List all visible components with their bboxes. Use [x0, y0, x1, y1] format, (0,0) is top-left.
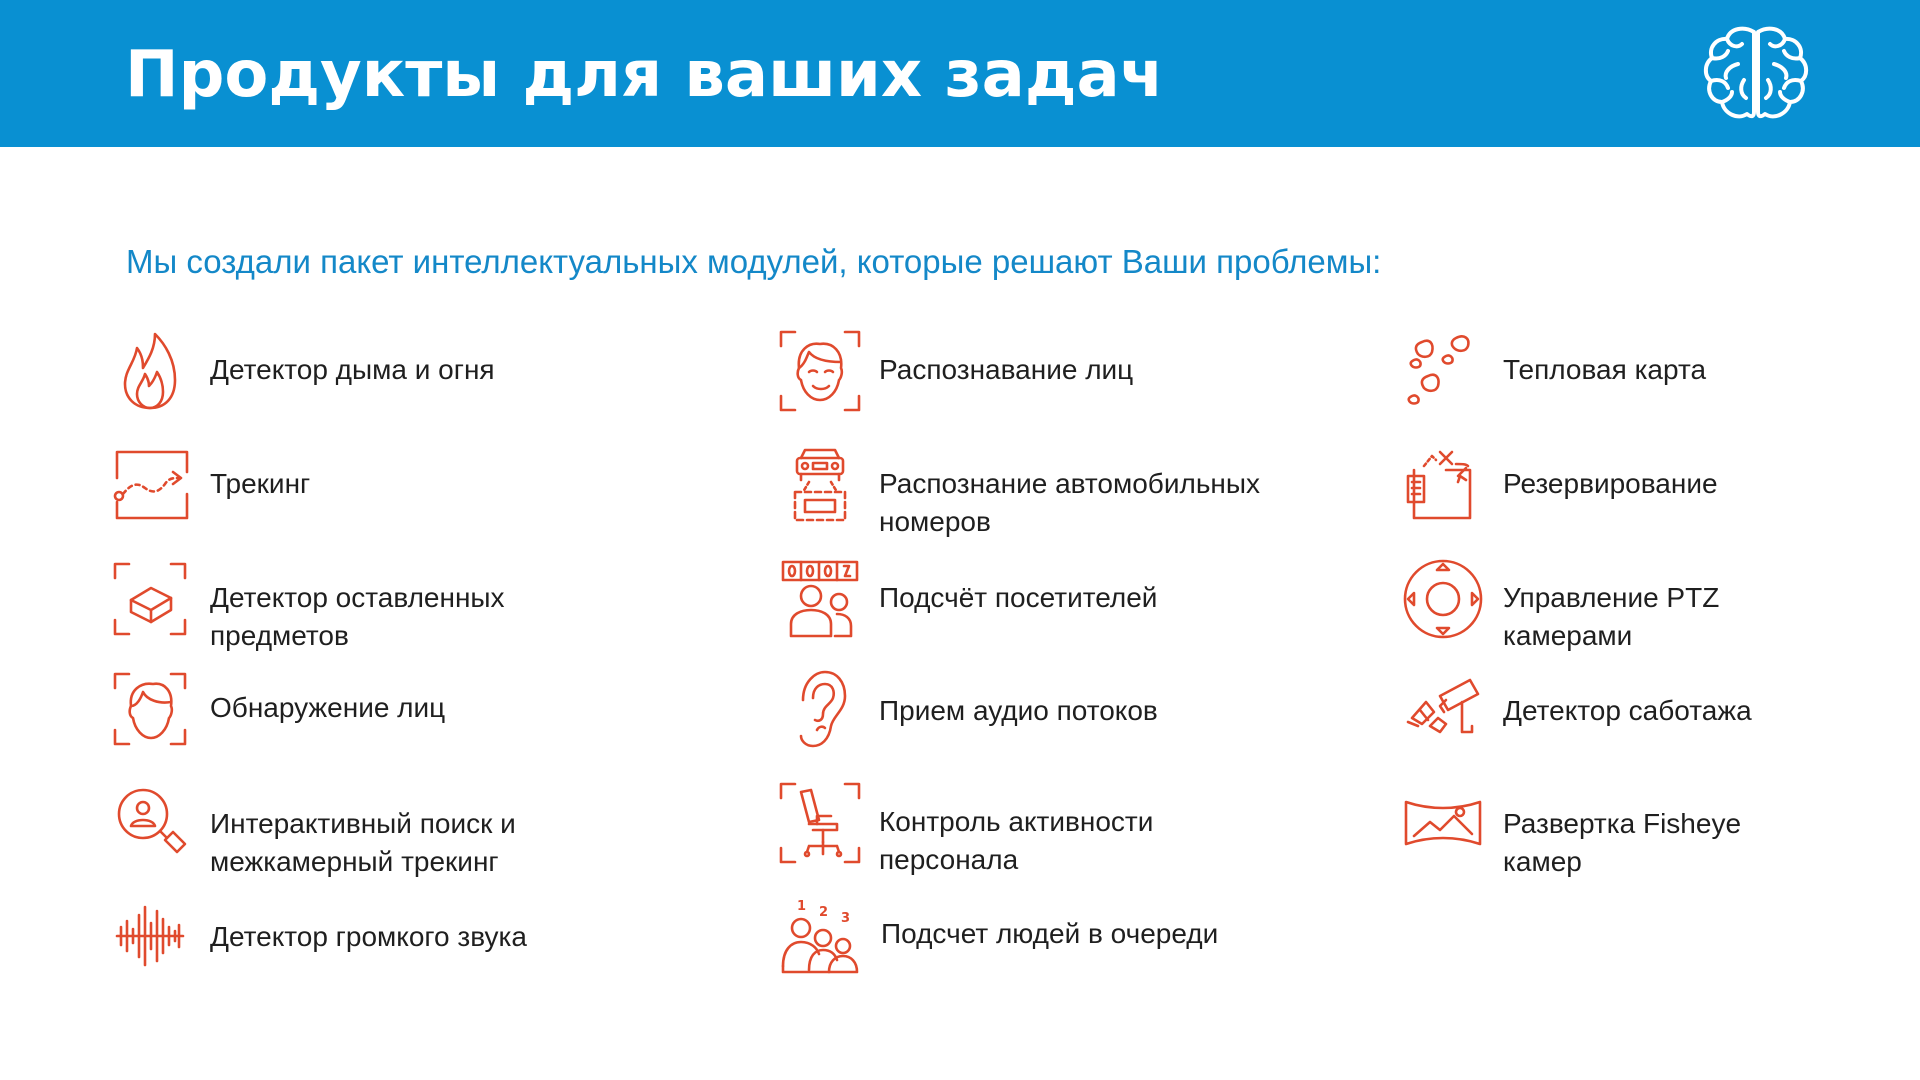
svg-text:1: 1 [797, 899, 807, 914]
list-item-label: Подсчет людей в очереди [881, 918, 1219, 949]
list-item-label: Детектор дыма и огня [210, 354, 495, 385]
list-item-label: Распознавание лиц [879, 354, 1134, 385]
footprints-icon [1400, 328, 1486, 414]
camera-sabotage-icon [1400, 666, 1486, 752]
page-title: Продукты для ваших задач [125, 38, 1164, 112]
list-item-label: Обнаружение лиц [210, 692, 446, 723]
tracking-icon [107, 442, 193, 528]
list-item-label: Резервирование [1503, 468, 1718, 499]
office-chair-icon [777, 780, 863, 866]
panorama-icon [1400, 780, 1486, 866]
list-item-label: Контроль активности персонала [879, 806, 1154, 875]
fire-icon [107, 328, 193, 414]
queue-counter-icon [777, 892, 863, 978]
abandoned-object-icon [107, 556, 193, 642]
face-detection-icon [107, 666, 193, 752]
list-item-label: Интерактивный поиск и межкамерный трекинг [210, 808, 516, 877]
svg-text:3: 3 [841, 911, 851, 926]
list-item-label: Подсчёт посетителей [879, 582, 1158, 613]
list-item-label: Прием аудио потоков [879, 695, 1158, 726]
face-recognition-icon [777, 328, 863, 414]
header-bar [0, 0, 1920, 147]
visitor-counter-icon [777, 556, 863, 642]
svg-text:2: 2 [819, 905, 829, 920]
list-item-label: Распознание автомобильных номеров [879, 468, 1260, 537]
list-item-label: Развертка Fisheye камер [1503, 808, 1742, 877]
list-item-label: Детектор оставленных предметов [210, 582, 505, 651]
list-item-label: Детектор громкого звука [210, 921, 527, 952]
brain-icon [1700, 20, 1812, 132]
list-item-label: Трекинг [210, 468, 311, 499]
license-plate-icon [777, 442, 863, 528]
intro-text: Мы создали пакет интеллектуальных модулей, которые решают Ваши проблемы: [126, 243, 1382, 280]
sound-wave-icon [107, 893, 193, 979]
ptz-joystick-icon [1400, 556, 1486, 642]
person-search-icon [107, 780, 193, 866]
backup-icon [1400, 442, 1486, 528]
ear-icon [777, 666, 863, 752]
list-item-label: Тепловая карта [1503, 354, 1707, 385]
list-item-label: Управление PTZ камерами [1503, 582, 1720, 651]
list-item-label: Детектор саботажа [1503, 695, 1752, 726]
